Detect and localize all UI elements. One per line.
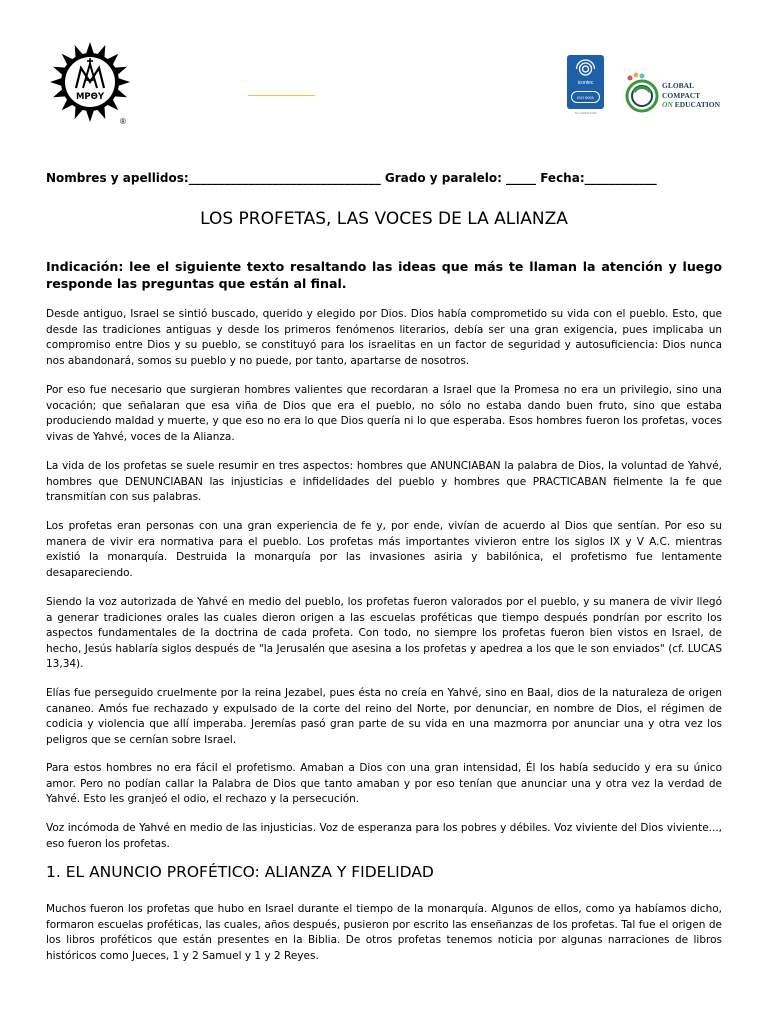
- gce-text: GLOBAL COMPACT ON EDUCATION: [662, 81, 721, 109]
- icontec-cert: ISO 9001: [571, 91, 600, 103]
- paragraph-8: Voz incómoda de Yahvé en medio de las injusticias. Voz de esperanza para los pobres y débiles. Voz viviente del Dios viviente..., eso fueron los profetas.: [46, 822, 722, 850]
- icontec-logo: [567, 55, 604, 115]
- registered-mark: ®: [120, 117, 126, 126]
- paragraph-7: Para estos hombres no era fácil el profetismo. Amaban a Dios con una gran intensidad, Él los había seducido y era su único amor. Pero no podían callar la Palabra de Dios que tanto amaban y por eso tenían que anunciar una y otra vez la verdad de Yahvé. Esto les granjeó el odio, el rechazo y la persecución.: [46, 762, 722, 805]
- gold-divider: [248, 95, 315, 96]
- paragraph-1: Desde antiguo, Israel se sintió buscado, querido y elegido por Dios. Dios había comprometido su vida con el pueblo. Esto, que desde las tradiciones antiguas y desde los primeros fenómenos literarios, debía ser una gran exigencia, pues implicaba un compromiso entre Dios y su pueblo, se constituyó para los israelitas en un factor de seguridad y autosuficiencia: Dios nunca nos abandonará, somos su pueblo y no puede, por tanto, apartarse de nosotros.: [46, 308, 722, 367]
- icontec-name: icontec: [577, 80, 594, 86]
- emblem-text: ΜΡΘΥ: [75, 92, 105, 102]
- global-compact-education-logo: [622, 72, 732, 118]
- paragraph-4: Los profetas eran personas con una gran experiencia de fe y, por ende, vivían de acuerdo al Dios que sentían. Por eso su manera de vivir era normativa para el pueblo. Los profetas más importantes vivieron entre los siglos IX y V A.C. mientras existió la monarquía. Destruida la monarquía por las invasiones asiria y babilónica, el profetismo fue lentamente desapareciendo.: [46, 520, 722, 579]
- student-info-line: Nombres y apellidos:________________________________ Grado y paralelo: _____ Fecha:____________: [46, 171, 657, 185]
- paragraph-2: Por eso fue necesario que surgieran hombres valientes que recordaran a Israel que la Promesa no era un privilegio, sino una vocación; que señalaran que esa viña de Dios que era el pueblo, no sólo no estaba dando buen fruto, sino que estaba produciendo maldad y muerte, y que eso no era lo que Dios quería ni lo que esperaba. Esos hombres fueron los profetas, voces vivas de Yahvé, voces de la Alianza.: [46, 384, 722, 443]
- instruction-text: Indicación: lee el siguiente texto resaltando las ideas que más te llaman la atención y luego responde las preguntas que están al final.: [46, 259, 722, 291]
- paragraph-3: La vida de los profetas se suele resumir en tres aspectos: hombres que ANUNCIABAN la palabra de Dios, la voluntad de Yahvé, hombres que DENUNCIABAN las injusticias e infidelidades del pueblo y hombres que PRACTICABAN fielmente la fe que transmitían con sus palabras.: [46, 460, 722, 503]
- paragraph-6: Elías fue perseguido cruelmente por la reina Jezabel, pues ésta no creía en Yahvé, sino en Baal, dios de la naturaleza de origen cananeo. Amós fue rechazado y expulsado de la corte del reino del Norte, por denunciar, en nombre de Dios, el régimen de codicia y violencia que allí imperaba. Jeremías pasó gran parte de su vida en una mazmorra por anunciar una y otra vez los peligros que se cernían sobre Israel.: [46, 687, 722, 746]
- icontec-subtext: SC-CER312345: [574, 111, 597, 115]
- section-paragraph: Muchos fueron los profetas que hubo en Israel durante el tiempo de la monarquía. Algunos de ellos, como ya habíamos dicho, formaron escuelas proféticas, las cuales, años después, pusieron por escrito las enseñanzas de los profetas. Tal fue el origen de los libros proféticos que están presentes en la Biblia. De otros profetas tenemos noticia por algunas narraciones de libros históricos como Jueces, 1 y 2 Samuel y 1 y 2 Reyes.: [46, 903, 722, 962]
- section-heading: 1. EL ANUNCIO PROFÉTICO: ALIANZA Y FIDELIDAD: [46, 863, 434, 881]
- paragraph-5: Siendo la voz autorizada de Yahvé en medio del pueblo, los profetas fueron valorados por el pueblo, y su manera de vivir llegó a generar tradiciones orales las cuales dieron origen a las escuelas proféticas que tiempo después pondrían por escrito los aspectos fundamentales de la doctrina de cada profeta. Con todo, no siempre los profetas fueron bien vistos en Israel, de hecho, Jesús hablaría siglos después de "la Jerusalén que asesina a los profetas y apedrea a los que le son enviados" (cf. LUCAS 13,34).: [46, 596, 722, 670]
- page-title: LOS PROFETAS, LAS VOCES DE LA ALIANZA: [200, 209, 568, 229]
